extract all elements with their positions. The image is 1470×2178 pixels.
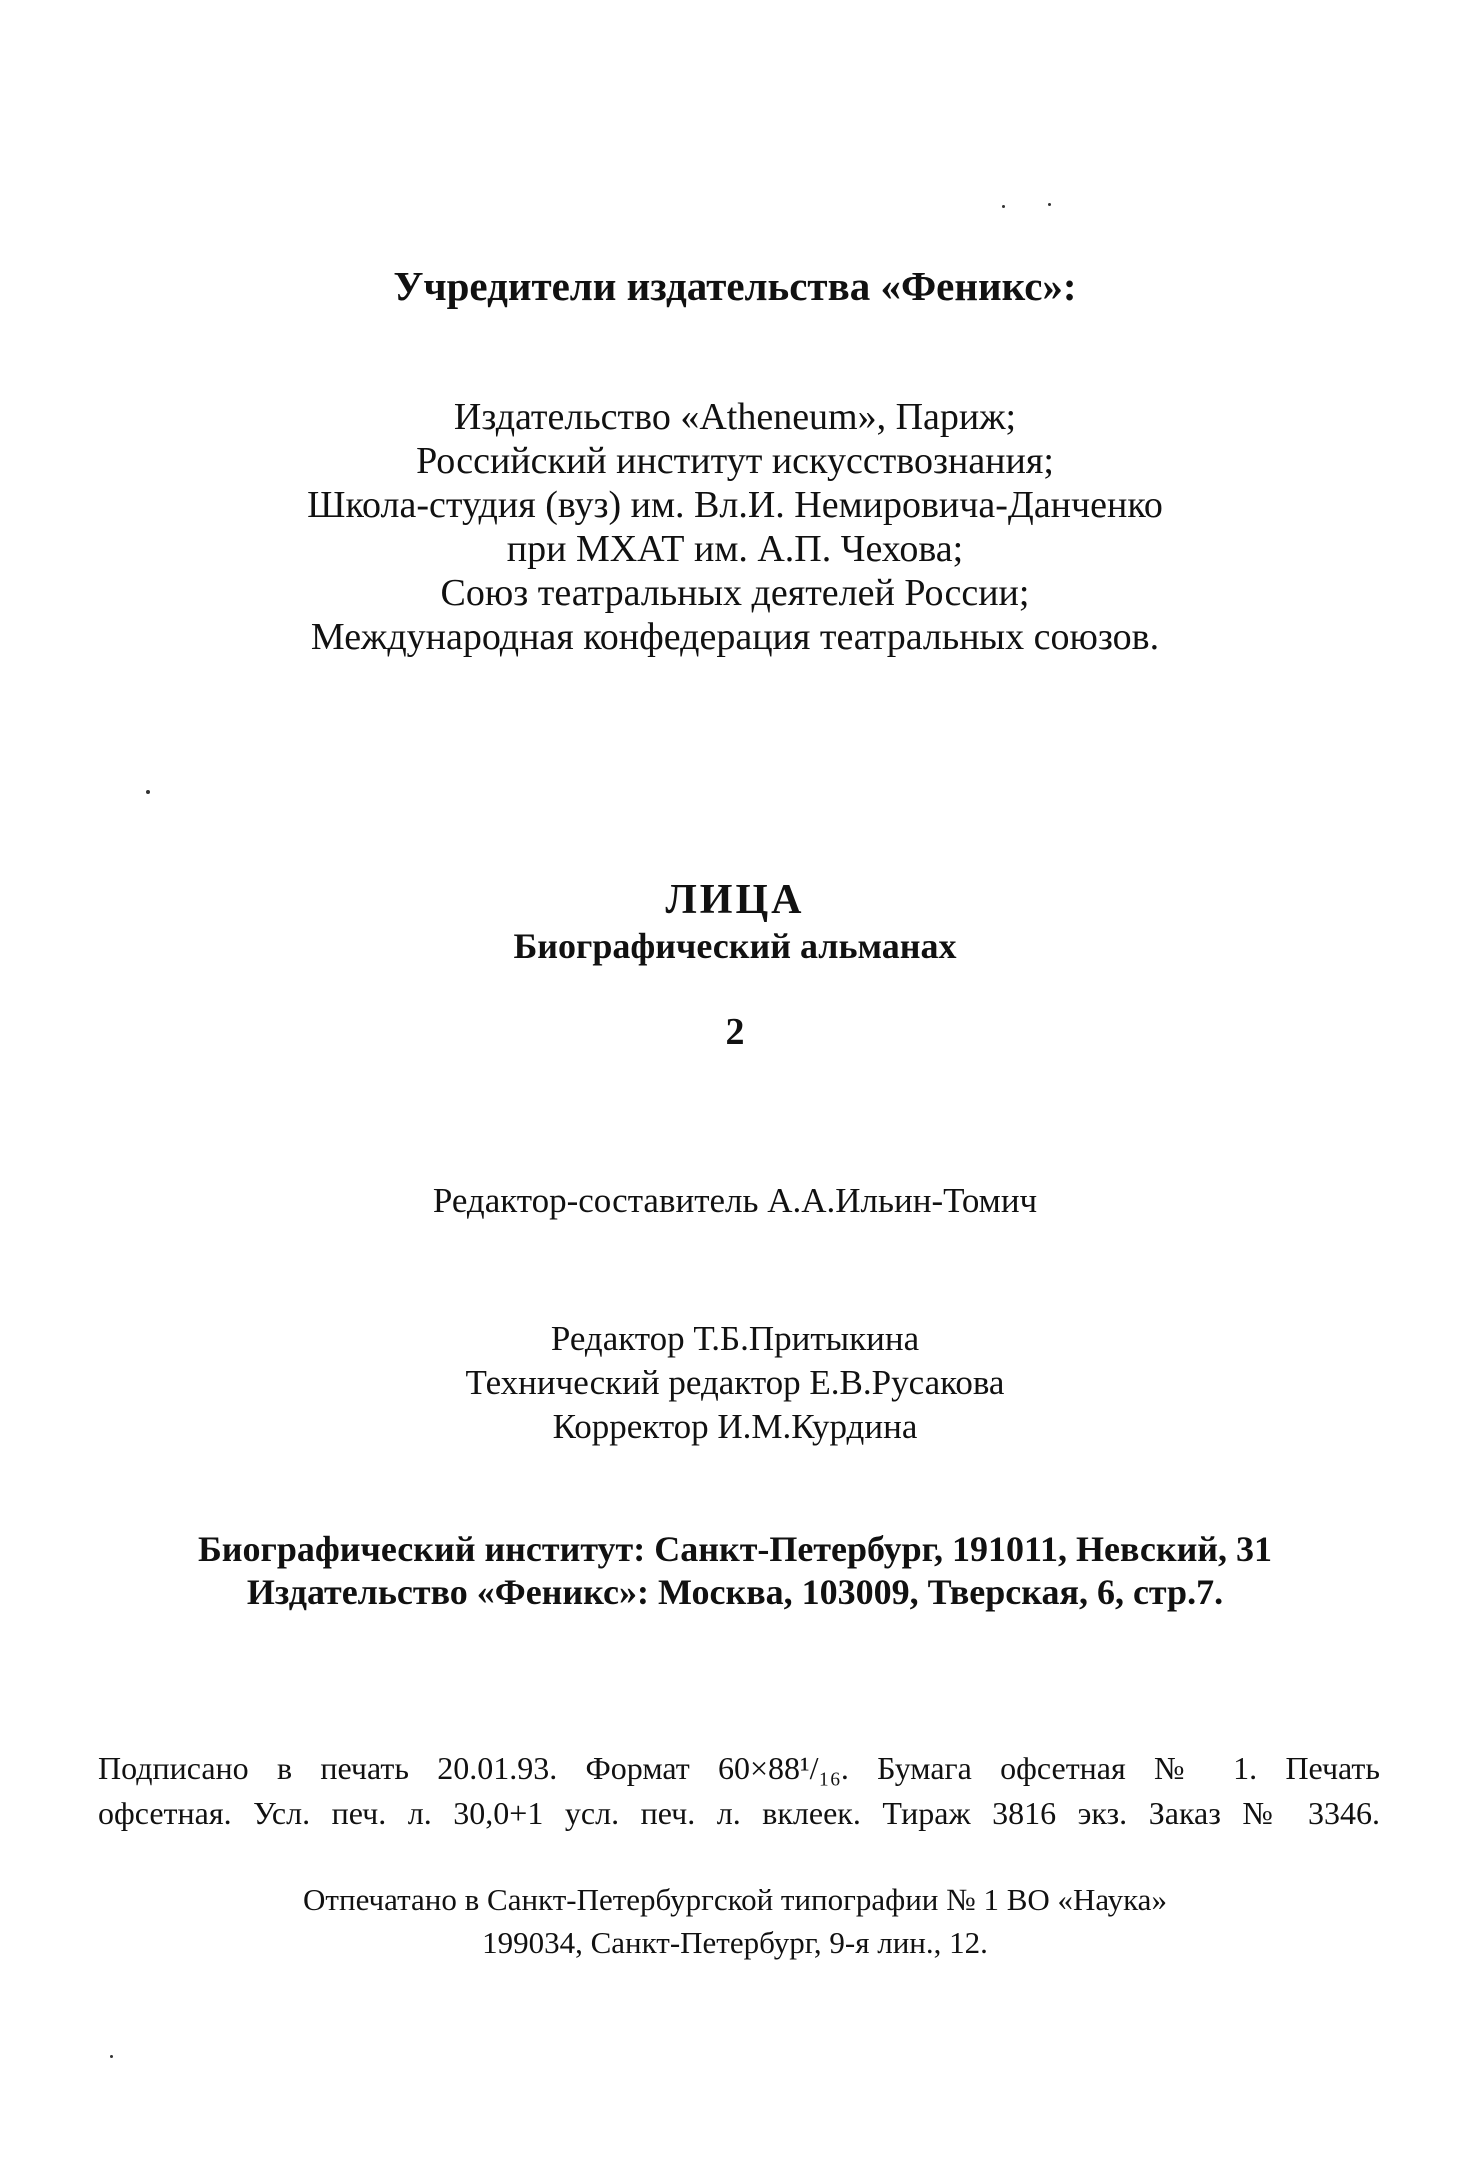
founder-item: Союз театральных деятелей России; [440,572,1030,614]
book-subtitle [0,925,1470,967]
staff-credit: Технический редактор Е.В.Русакова [465,1363,1005,1402]
founder-item: Международная конфедерация театральных союзов. [310,616,1160,658]
compiler-credit-text: Редактор-составитель А.А.Ильин-Томич [432,1181,1038,1220]
staff-credit: Редактор Т.Б.Притыкина [550,1319,920,1358]
scan-speck [1048,203,1051,206]
founders-heading [0,262,1470,310]
volume-number-text: 2 [725,1011,745,1053]
book-subtitle-text: Биографический альманах [513,926,957,966]
printer-line: Отпечатано в Санкт-Петербургской типографии № 1 ВО «Наука» [303,1882,1167,1917]
printer-info [0,1878,1470,1964]
founder-item: Издательство «Atheneum», Париж; [453,396,1017,438]
founders-list [0,395,1470,659]
founder-item: Российский институт искусствознания; [416,440,1054,482]
imprint-line: офсетная. Усл. печ. л. 30,0+1 усл. печ. л. вклеек. Тираж 3816 экз. Заказ № 3346. [98,1795,1380,1831]
founders-heading-text: Учредители издательства «Феникс»: [393,263,1077,309]
scan-speck [110,2055,113,2058]
address-line: Издательство «Феникс»: Москва, 103009, Тверская, 6, стр.7. [246,1572,1224,1612]
scan-speck [146,790,150,794]
compiler-credit [0,1181,1470,1221]
staff-credits [0,1317,1470,1449]
staff-credit: Корректор И.М.Курдина [552,1407,918,1446]
addresses [0,1528,1470,1614]
imprint-line: Подписано в печать 20.01.93. Формат 60×88¹/₁₆. Бумага офсетная № 1. Печать [98,1750,1380,1786]
printer-line: 199034, Санкт-Петербург, 9-я лин., 12. [482,1925,988,1960]
volume-number [0,1010,1470,1054]
imprint-details [98,1746,1380,1836]
founder-item: Школа-студия (вуз) им. Вл.И. Немировича-Данченко [307,484,1163,526]
book-title [0,876,1470,924]
founder-item: при МХАТ им. А.П. Чехова; [506,528,964,570]
scan-speck [1002,205,1005,208]
book-title-text: ЛИЦА [665,877,805,923]
address-line: Биографический институт: Санкт-Петербург, 191011, Невский, 31 [197,1529,1273,1569]
